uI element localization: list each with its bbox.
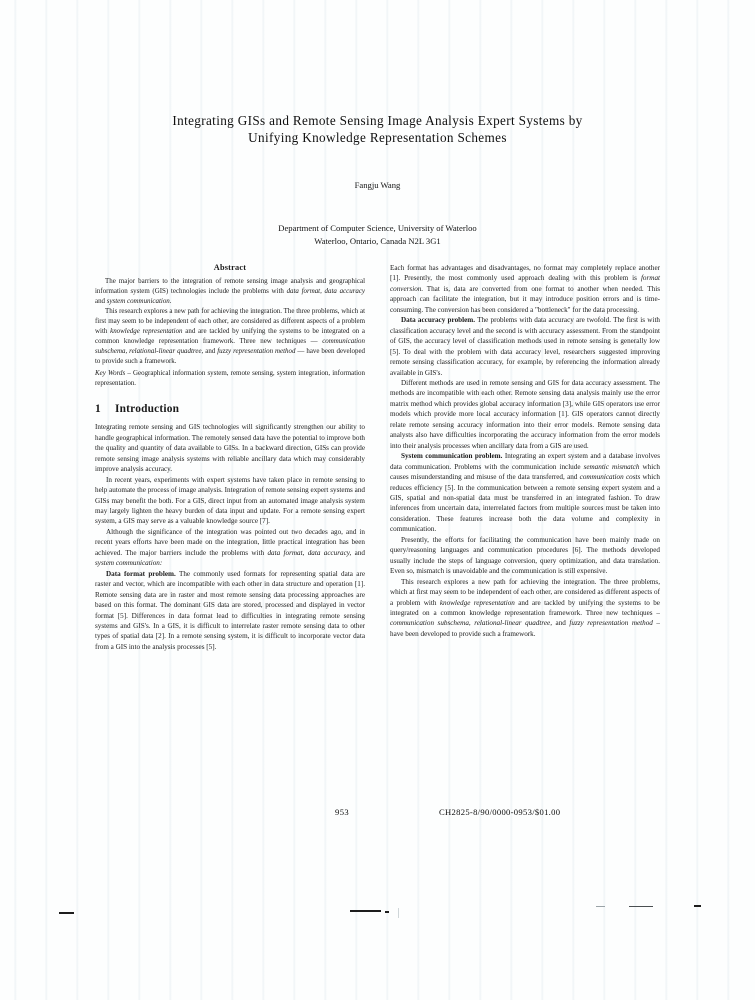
abstract-heading: Abstract [213,263,247,272]
copyright-code: CH2825-8/90/0000-0953/$01.00 [439,807,561,817]
right-paragraph-4 [390,451,660,535]
scan-artifact [398,908,399,918]
left-paragraph-1: Integrating remote sensing and GIS technologies will significantly strengthen our ability to handle geographical information. The remotely sensed data have the potential to improve both the quality and quantity of data available to GISs. In a backward direction, GISs can provide remote sensing image analysis systems with reliable ancillary data which may considerably improve analysis accuracy. [95,423,365,474]
left-paragraph-4-text: The commonly used formats for representing spatial data are raster and vector, which are incompatible with each other in data structure and operation [1]. Remote sensing data are in raster and most remote sensing data processing approaches are based on this format. The dominant GIS data are stored, processed and displayed in vector format [5]. Differences in data format lead to difficulties in integrating remote sensing systems and GIS's. In a GIS, it is difficult to interrelate raster remote sensing data to other types of spatial data [2]. In a remote sensing system, it is difficult to incorporate vector data from a GIS into the analysis processes [5]. [95,569,365,651]
right-paragraph-1: Each format has advantages and disadvantages, no format may completely replace another [1]. Presently, the most commonly used approach dealing with this problem is format conversion. That is, data are converted from one format to another when needed. This approach can facilitate the integration, but it may introduce position errors and is time-consuming. The conversion has been considered a "bottleneck" for the data processing. [390,264,660,314]
right-paragraph-2-text: The problems with data accuracy are twofold. The first is with classification accuracy level and the second is with accuracy assessment. From the standpoint of GIS, the accuracy level of classification methods used in remote sensing is generally low [5]. To deal with the problem with data accuracy level, researchers suggested improving remote sensing classification accuracy, for example, by referencing the information already available in GIS's. [390,316,661,377]
scan-artifact [629,906,653,907]
right-paragraph-4-text: Integrating an expert system and a database involves data communication. Problems with the communication include semantic mismatch which causes misunderstanding and misuse of the data transferred, and communication costs which reduces efficiency [5]. In the communication between a remote sensing expert system and a GIS, spatial and non-spatial data must be transferred in an integrated fashion. To draw inferences from uncertain data, interrelated factors from multiple sources must be taken into consideration. These features increase both the data volume and complexity in communication. [390,452,660,534]
right-runin-heading-data-accuracy: Data accuracy problem. [401,316,475,325]
affiliation-line1: Department of Computer Science, University of Waterloo [278,223,477,233]
right-paragraph-6: This research explores a new path for achieving the integration. The three problems, which at first may seem to be independent of each other, are considered as different aspects of a problem with knowledge representation and are tackled by unifying the systems to be integrated on a common knowledge representation framework. Three new techniques – communication subschema, relational-linear quadtree, and fuzzy representation method – have been developed to provide such a framework. [390,577,660,638]
left-paragraph-2: In recent years, experiments with expert systems have taken place in remote sensing to help automate the process of image analysis. Integration of remote sensing expert systems and GISs may benefit the both. For a GIS, direct input from an automated image analysis system may largely lighten the heavy burden of data input and update. For a remote sensing expert system, a GIS may serve as a valuable knowledge source [7]. [95,475,365,526]
right-paragraph-5: Presently, the efforts for facilitating the communication have been mainly made on query/reasoning languages and communication procedures [6]. The methods developed usually include the steps of language conversion, query optimization, and data translation. Even so, mismatch is unavoidable and the communication is still expensive. [390,535,660,576]
scan-artifact [59,912,74,914]
left-runin-heading-data-format: Data format problem. [106,569,176,578]
scan-artifact [694,905,701,907]
paper-title-line1: Integrating GISs and Remote Sensing Image Analysis Expert Systems by [172,113,583,128]
page-content [95,112,660,652]
section-title: Introduction [115,402,180,415]
paper-title [109,112,646,146]
affiliation-line2: Waterloo, Ontario, Canada N2L 3G1 [314,235,441,246]
paper-author: Fangju Wang [354,180,401,190]
scan-artifact [596,906,605,907]
left-column [95,263,365,652]
paper-affiliation [95,222,660,247]
left-paragraph-4 [95,569,365,653]
section-heading-introduction [95,404,365,414]
abstract-body [95,277,365,388]
section-number: 1 [95,402,101,415]
right-column [390,263,660,639]
paper-title-line2: Unifying Knowledge Representation Schemes [248,130,507,145]
abstract-paragraph-2: This research explores a new path for achieving the integration. The three problems, which at first may seem to be independent of each other, are considered as different aspects of a problem with knowledge representation and are tackled by unifying the systems to be integrated on a common knowledge representation framework. Three new techniques — communication subschema, relational-linear quadtree, and fuzzy representation method — have been developed to provide such a framework. [95,307,365,365]
abstract-keywords: Key Words – Geographical information system, remote sensing, system integration, information representation. [95,369,365,388]
right-paragraph-3: Different methods are used in remote sensing and GIS for data accuracy assessment. The methods are incompatible with each other. Remote sensing data analysis mainly use the error matrix method which provides global accuracy information [3], while GIS operators use error models which provide more local accuracy information [1]. GIS operators cannot directly relate remote sensing accuracy information into their error models. Remote sensing data analysts also have difficulties incorporating the accuracy information from the error models into their analysis processes when ancillary data from a GIS are used. [390,378,660,450]
right-runin-heading-system-communication: System communication problem. [401,452,503,461]
right-paragraph-2 [390,315,660,378]
scan-artifact [385,911,389,913]
abstract-paragraph-1: The major barriers to the integration of remote sensing image analysis and geographical information system (GIS) technologies include the problems with data format, data accuracy and system communication. [95,277,365,306]
left-paragraph-3: Although the significance of the integration was pointed out two decades ago, and in recent years efforts have been made on the integration, little practical integration has been achieved. The major barriers include the problems with data format, data accuracy, and system communication: [95,527,365,568]
two-column-body [95,263,660,652]
scan-artifact [350,910,381,912]
page-number: 953 [335,807,350,817]
